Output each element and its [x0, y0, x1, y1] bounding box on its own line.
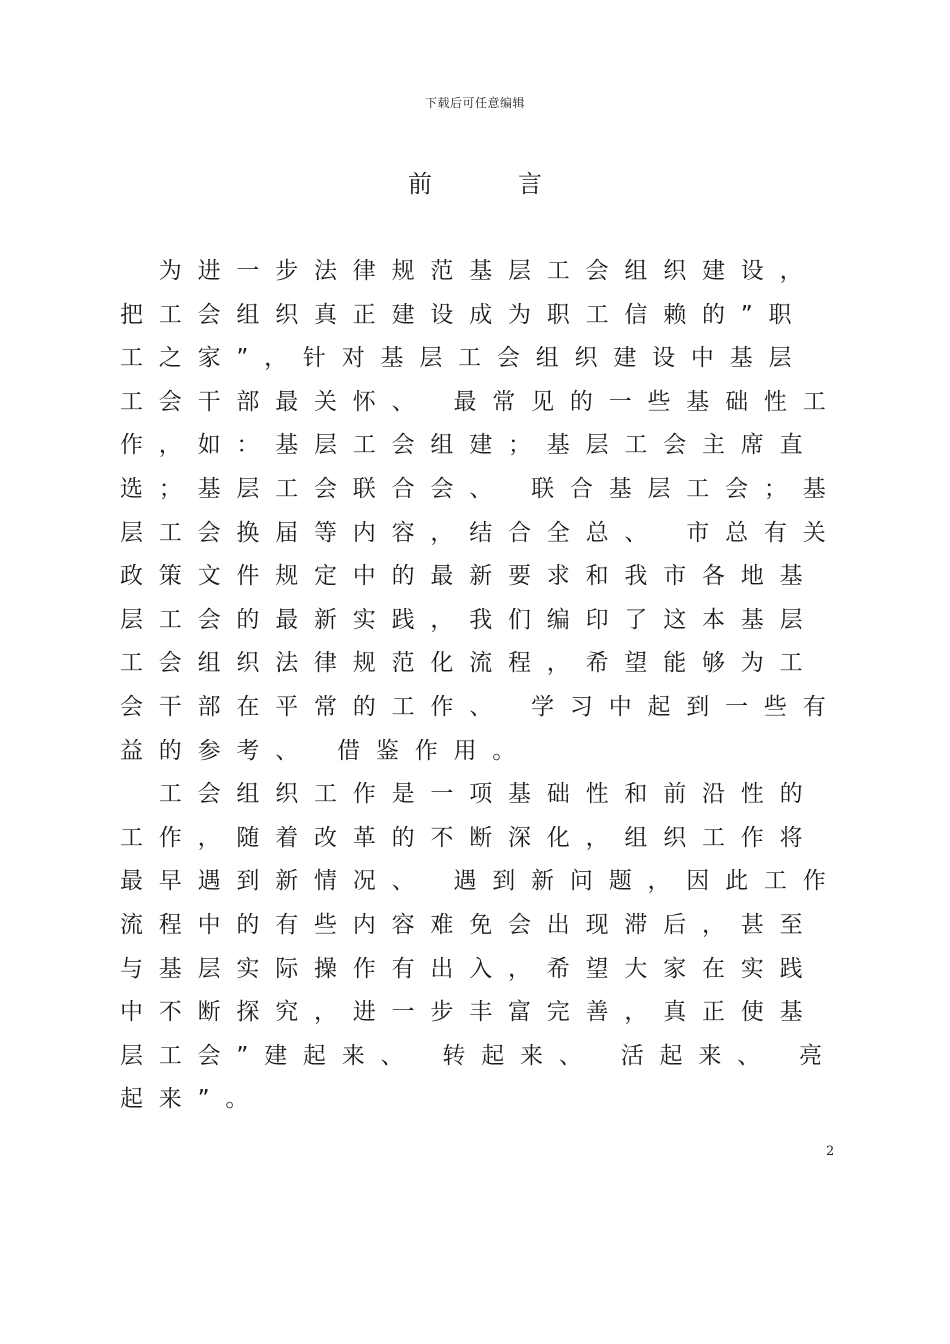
document-title: 前言	[408, 170, 628, 198]
body-text	[120, 250, 842, 1122]
body-line: 层工会”建起来、 转起来、 活起来、 亮	[120, 1042, 838, 1069]
header-note: 下载后可任意编辑	[424, 96, 525, 110]
body-line: 工之家”，针对基层工会组织建设中基层	[120, 345, 808, 372]
body-line: 工作，随着改革的不断深化，组织工作将	[120, 824, 819, 851]
body-line: 会干部在平常的工作、 学习中起到一些有	[120, 693, 842, 720]
page-number: 2	[826, 1144, 835, 1159]
body-line: 益的参考、 借鉴作用。	[120, 737, 532, 764]
body-line: 作，如：基层工会组建；基层工会主席直	[120, 432, 819, 459]
body-line: 为进一步法律规范基层工会组织建设，	[120, 258, 819, 284]
body-line: 与基层实际操作有出入，希望大家在实践	[120, 955, 819, 982]
body-line: 中不断探究，进一步丰富完善，真正使基	[120, 999, 819, 1026]
body-line: 层工会换届等内容，结合全总、 市总有关	[120, 519, 842, 546]
body-line: 政策文件规定中的最新要求和我市各地基	[120, 563, 819, 590]
body-line: 最早遇到新情况、 遇到新问题，因此工作	[120, 868, 842, 895]
body-line: 选；基层工会联合会、 联合基层工会；基	[120, 475, 842, 502]
body-line: 起来”。	[120, 1086, 265, 1113]
body-line: 工会干部最关怀、 最常见的一些基础性工	[120, 388, 842, 415]
body-line: 工会组织工作是一项基础性和前沿性的	[120, 781, 819, 808]
body-line: 把工会组织真正建设成为职工信赖的”职	[120, 301, 808, 328]
body-line: 流程中的有些内容难免会出现滞后，甚至	[120, 911, 819, 938]
body-line: 工会组织法律规范化流程，希望能够为工	[120, 650, 819, 677]
body-line: 层工会的最新实践，我们编印了这本基层	[120, 606, 819, 633]
